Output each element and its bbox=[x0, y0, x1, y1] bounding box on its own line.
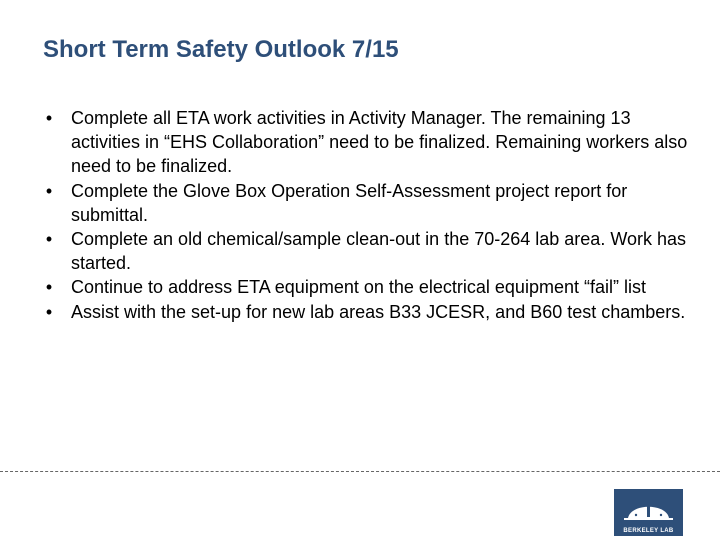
footer-divider bbox=[0, 471, 720, 472]
bullet-item bbox=[30, 227, 690, 275]
bullet-text: Complete the Glove Box Operation Self-Assessment project report for submittal. bbox=[71, 180, 628, 225]
bullet-item bbox=[30, 179, 690, 227]
bullet-marker: • bbox=[45, 301, 53, 322]
berkeley-lab-logo bbox=[614, 489, 683, 536]
bullet-marker: • bbox=[45, 229, 53, 250]
bullet-text: Assist with the set-up for new lab areas B33 JCESR, and B60 test chambers. bbox=[71, 301, 686, 322]
bullet-item bbox=[30, 300, 690, 324]
bullet-item bbox=[30, 106, 690, 179]
logo-text: BERKELEY LAB bbox=[623, 528, 674, 534]
slide-title: Short Term Safety Outlook 7/15 bbox=[43, 36, 399, 63]
bullet-text: Complete an old chemical/sample clean-out in the 70-264 lab area. Work has started. bbox=[71, 229, 687, 274]
bullet-item bbox=[30, 275, 690, 299]
bullet-list bbox=[30, 106, 690, 324]
bullet-marker: • bbox=[45, 180, 53, 201]
bullet-text: Continue to address ETA equipment on the electrical equipment “fail” list bbox=[71, 277, 646, 298]
bullet-text: Complete all ETA work activities in Activity Manager. The remaining 13 activities in “EHS Collaboration” need to be finalized. Remaining workers also need to be finalized. bbox=[71, 108, 688, 177]
bullet-marker: • bbox=[45, 108, 53, 128]
bullet-marker: • bbox=[45, 277, 53, 298]
